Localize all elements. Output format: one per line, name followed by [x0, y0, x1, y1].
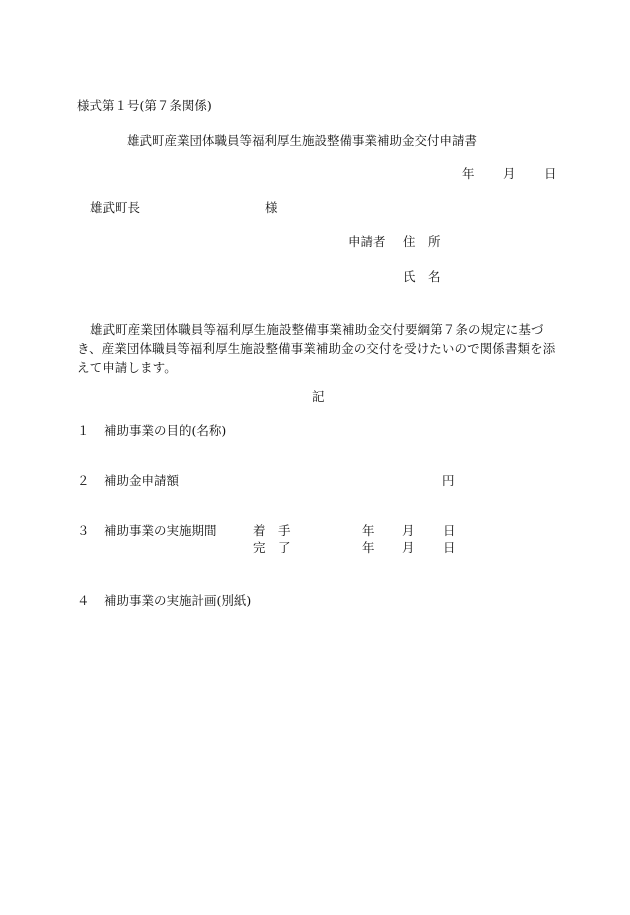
form-number: 様式第１号(第７条関係) — [77, 98, 212, 113]
period-start-label: 着 手 — [253, 523, 291, 538]
period-end-year: 年 — [362, 540, 375, 555]
item-2-label: 補助金申請額 — [104, 473, 180, 488]
addressee-honorific: 様 — [265, 200, 278, 215]
period-start-month: 月 — [402, 523, 415, 538]
period-end-day: 日 — [443, 540, 456, 555]
date-day-label: 日 — [544, 166, 557, 181]
application-body-text: 雄武町産業団体職員等福利厚生施設整備事業補助金交付要綱第７条の規定に基づき、産業団体職員等福利厚生施設整備事業補助金の交付を受けたいので関係書類を添えて申請します。 — [77, 322, 556, 375]
applicant-address-label: 住 所 — [403, 234, 441, 249]
applicant-name-label: 氏 名 — [403, 269, 441, 284]
item-4-label: 補助事業の実施計画(別紙) — [104, 593, 252, 608]
item-2-unit: 円 — [442, 473, 455, 488]
item-3-number: ３ — [77, 523, 90, 538]
item-2-number: ２ — [77, 473, 90, 488]
period-end-label: 完 了 — [253, 540, 291, 555]
date-year-label: 年 — [462, 166, 475, 181]
period-start-year: 年 — [362, 523, 375, 538]
applicant-label: 申請者 — [348, 234, 386, 249]
item-4-number: ４ — [77, 593, 90, 608]
addressee-name: 雄武町長 — [90, 200, 141, 215]
item-1-label: 補助事業の目的(名称) — [104, 423, 227, 438]
item-3-label: 補助事業の実施期間 — [104, 523, 217, 538]
date-month-label: 月 — [503, 166, 516, 181]
document-title: 雄武町産業団体職員等福利厚生施設整備事業補助金交付申請書 — [127, 133, 478, 148]
period-start-day: 日 — [443, 523, 456, 538]
period-end-month: 月 — [402, 540, 415, 555]
ki-heading: 記 — [312, 389, 325, 404]
item-1-number: １ — [77, 423, 90, 438]
